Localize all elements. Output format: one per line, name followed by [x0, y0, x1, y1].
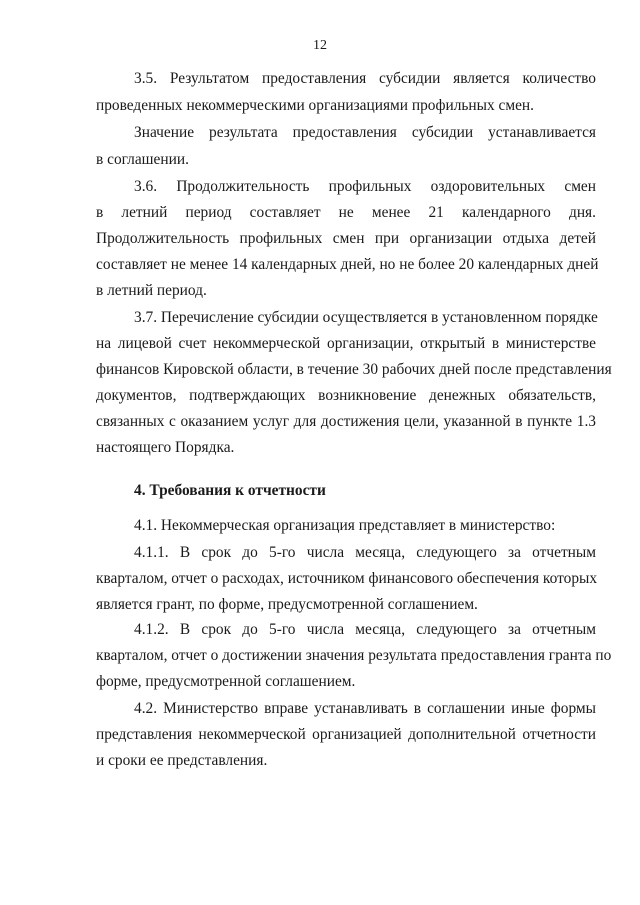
text-line: Значение результата предоставления субсидии устанавливается — [134, 124, 596, 141]
text-line: 3.5. Результатом предоставления субсидии является количество — [134, 70, 596, 87]
text-line: 4.1.2. В срок до 5-го числа месяца, следующего за отчетным — [134, 621, 596, 638]
text-line: 4.1.1. В срок до 5-го числа месяца, следующего за отчетным — [134, 544, 596, 561]
text-line: кварталом, отчет о расходах, источником финансового обеспечения которых — [96, 570, 598, 587]
text-line: является грант, по форме, предусмотренной соглашением. — [96, 596, 478, 613]
text-line: проведенных некоммерческими организациями профильных смен. — [96, 97, 534, 114]
text-line: форме, предусмотренной соглашением. — [96, 673, 356, 690]
text-line: 4.1. Некоммерческая организация представляет в министерство: — [134, 517, 556, 534]
text-line: настоящего Порядка. — [96, 439, 235, 456]
text-line: связанных с оказанием услуг для достижения цели, указанной в пункте 1.3 — [96, 413, 596, 430]
text-line: в летний период составляет не менее 21 календарного дня. — [96, 204, 596, 221]
section-heading: 4. Требования к отчетности — [134, 482, 326, 499]
page-number: 12 — [313, 38, 327, 53]
text-line: Продолжительность профильных смен при организации отдыха детей — [96, 230, 596, 247]
text-line: финансов Кировской области, в течение 30 рабочих дней после представления — [96, 361, 612, 378]
text-line: в летний период. — [96, 282, 207, 299]
text-line: 4.2. Министерство вправе устанавливать в соглашении иные формы — [134, 700, 596, 717]
text-line: на лицевой счет некоммерческой организации, открытый в министерстве — [96, 335, 596, 352]
text-line: 3.7. Перечисление субсидии осуществляется в установленном порядке — [134, 309, 598, 326]
text-line: документов, подтверждающих возникновение денежных обязательств, — [96, 387, 596, 404]
text-line: составляет не менее 14 календарных дней, но не более 20 календарных дней — [96, 256, 599, 273]
text-line: и сроки ее представления. — [96, 752, 268, 769]
text-line: 3.6. Продолжительность профильных оздоровительных смен — [134, 178, 596, 195]
text-line: представления некоммерческой организацией дополнительной отчетности — [96, 726, 596, 743]
text-line: в соглашении. — [96, 151, 189, 168]
text-line: кварталом, отчет о достижении значения результата предоставления гранта по — [96, 647, 612, 664]
